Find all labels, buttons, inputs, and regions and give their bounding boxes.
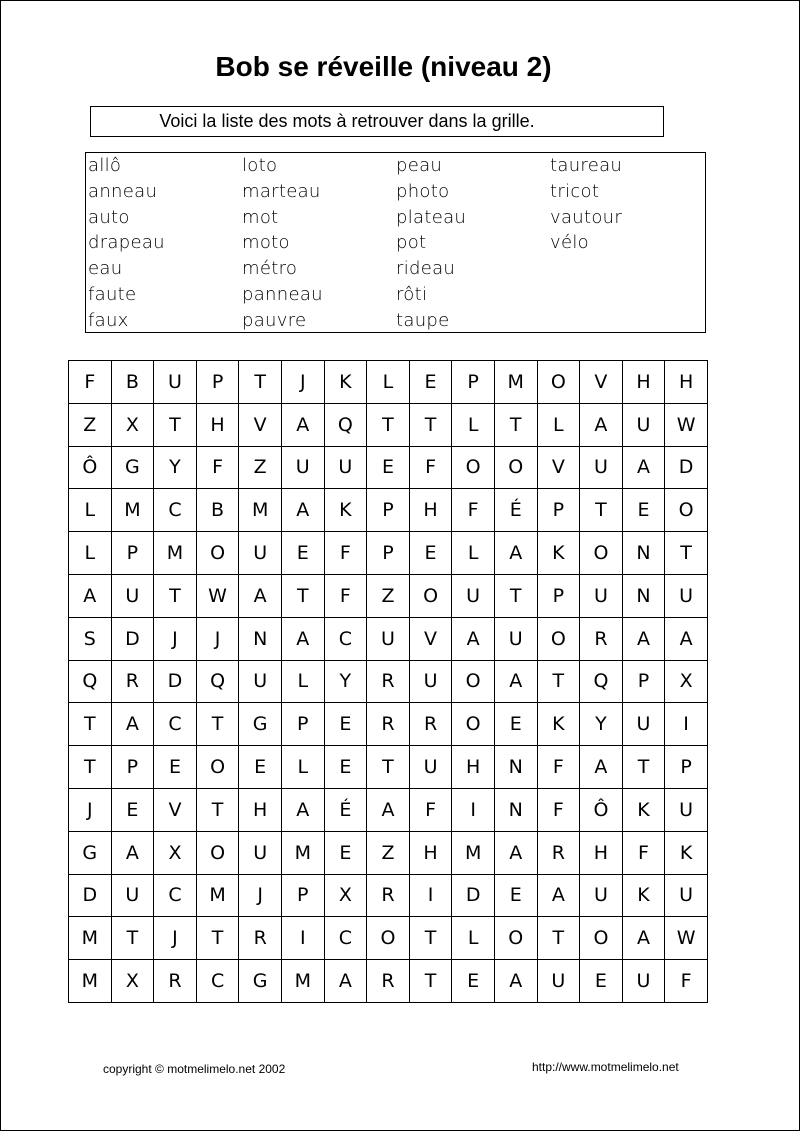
grid-row	[69, 532, 708, 575]
grid-cell[interactable]: U	[111, 574, 154, 617]
word-item: drapeau	[88, 232, 165, 254]
grid-cell[interactable]: O	[494, 446, 537, 489]
grid-cell[interactable]: I	[452, 788, 495, 831]
instruction-box: Voici la liste des mots à retrouver dans la grille.	[90, 106, 664, 137]
grid-cell[interactable]: C	[154, 703, 197, 746]
grid-cell[interactable]: O	[452, 703, 495, 746]
grid-cell[interactable]: U	[239, 831, 282, 874]
word-column-4	[550, 153, 622, 256]
word-item: peau	[396, 155, 443, 176]
grid-cell[interactable]: U	[580, 874, 623, 917]
grid-cell[interactable]: É	[324, 788, 367, 831]
grid-cell[interactable]: C	[154, 874, 197, 917]
word-item: vautour	[550, 206, 623, 228]
grid-cell[interactable]: A	[494, 831, 537, 874]
grid-cell[interactable]: A	[324, 960, 367, 1003]
grid-cell[interactable]: G	[69, 831, 112, 874]
grid-cell[interactable]: T	[409, 960, 452, 1003]
grid-cell[interactable]: M	[239, 489, 282, 532]
grid-cell[interactable]: U	[665, 574, 708, 617]
grid-cell[interactable]: F	[324, 574, 367, 617]
grid-cell[interactable]: N	[622, 532, 665, 575]
grid-cell[interactable]: P	[111, 532, 154, 575]
word-item: rideau	[396, 258, 456, 280]
word-item: loto	[242, 155, 278, 176]
grid-cell[interactable]: A	[281, 489, 324, 532]
grid-cell[interactable]: P	[367, 532, 410, 575]
grid-cell[interactable]: Q	[69, 660, 112, 703]
grid-cell[interactable]: R	[537, 831, 580, 874]
grid-cell[interactable]: E	[324, 703, 367, 746]
grid-cell[interactable]: R	[239, 917, 282, 960]
grid-cell[interactable]: A	[452, 617, 495, 660]
grid-cell[interactable]: Y	[154, 446, 197, 489]
grid-cell[interactable]: I	[281, 917, 324, 960]
grid-cell[interactable]: U	[409, 746, 452, 789]
grid-cell[interactable]: F	[196, 446, 239, 489]
grid-row	[69, 917, 708, 960]
grid-cell[interactable]: J	[281, 361, 324, 404]
grid-row	[69, 874, 708, 917]
grid-cell[interactable]: V	[537, 446, 580, 489]
grid-cell[interactable]: A	[281, 617, 324, 660]
grid-cell[interactable]: T	[409, 917, 452, 960]
grid-cell[interactable]: J	[239, 874, 282, 917]
grid-cell[interactable]: Z	[239, 446, 282, 489]
grid-cell[interactable]: U	[665, 874, 708, 917]
grid-cell[interactable]: X	[154, 831, 197, 874]
grid-cell[interactable]: É	[494, 489, 537, 532]
grid-cell[interactable]: T	[69, 703, 112, 746]
grid-cell[interactable]: O	[196, 532, 239, 575]
word-item: anneau	[88, 180, 158, 202]
grid-cell[interactable]: M	[281, 831, 324, 874]
grid-cell[interactable]: J	[154, 917, 197, 960]
grid-cell[interactable]: T	[537, 917, 580, 960]
grid-cell[interactable]: X	[665, 660, 708, 703]
grid-cell[interactable]: A	[281, 788, 324, 831]
grid-cell[interactable]: G	[239, 960, 282, 1003]
grid-cell[interactable]: A	[665, 617, 708, 660]
grid-cell[interactable]: F	[409, 788, 452, 831]
grid-cell[interactable]: M	[69, 960, 112, 1003]
grid-cell[interactable]: L	[281, 746, 324, 789]
page-title: Bob se réveille (niveau 2)	[215, 51, 552, 82]
grid-cell[interactable]: U	[154, 361, 197, 404]
grid-cell[interactable]: F	[537, 746, 580, 789]
grid-cell[interactable]: F	[665, 960, 708, 1003]
word-item: rôti	[396, 283, 428, 305]
grid-cell[interactable]: E	[494, 703, 537, 746]
grid-row	[69, 361, 708, 404]
grid-cell[interactable]: A	[537, 874, 580, 917]
grid-cell[interactable]: A	[494, 660, 537, 703]
grid-cell[interactable]: G	[111, 446, 154, 489]
grid-cell[interactable]: Q	[580, 660, 623, 703]
grid-cell[interactable]: T	[537, 660, 580, 703]
grid-cell[interactable]: M	[196, 874, 239, 917]
grid-cell[interactable]: E	[409, 361, 452, 404]
grid-cell[interactable]: O	[537, 361, 580, 404]
grid-cell[interactable]: T	[196, 788, 239, 831]
grid-cell[interactable]: O	[452, 660, 495, 703]
grid-cell[interactable]: K	[622, 788, 665, 831]
grid-cell[interactable]: O	[196, 746, 239, 789]
grid-cell[interactable]: U	[281, 446, 324, 489]
grid-cell[interactable]: J	[196, 617, 239, 660]
word-item: pauvre	[242, 309, 307, 331]
grid-cell[interactable]: R	[111, 660, 154, 703]
grid-cell[interactable]: H	[239, 788, 282, 831]
grid-cell[interactable]: B	[196, 489, 239, 532]
grid-cell[interactable]: A	[494, 532, 537, 575]
grid-cell[interactable]: Z	[367, 574, 410, 617]
grid-cell[interactable]: L	[452, 532, 495, 575]
grid-cell[interactable]: W	[196, 574, 239, 617]
grid-cell[interactable]: O	[494, 917, 537, 960]
grid-cell[interactable]: F	[622, 831, 665, 874]
grid-cell[interactable]: T	[281, 574, 324, 617]
grid-cell[interactable]: M	[452, 831, 495, 874]
grid-cell[interactable]: P	[111, 746, 154, 789]
grid-row	[69, 489, 708, 532]
grid-cell[interactable]: U	[239, 532, 282, 575]
grid-cell[interactable]: P	[622, 660, 665, 703]
grid-row	[69, 403, 708, 446]
grid-cell[interactable]: H	[452, 746, 495, 789]
grid-cell[interactable]: T	[111, 917, 154, 960]
grid-cell[interactable]: L	[537, 403, 580, 446]
grid-cell[interactable]: V	[409, 617, 452, 660]
grid-cell[interactable]: E	[409, 532, 452, 575]
grid-cell[interactable]: A	[367, 788, 410, 831]
word-item: pot	[396, 232, 427, 254]
grid-cell[interactable]: U	[622, 403, 665, 446]
grid-cell[interactable]: K	[537, 703, 580, 746]
grid-cell[interactable]: I	[665, 703, 708, 746]
grid-cell[interactable]: U	[622, 960, 665, 1003]
site-url: http://www.motmelimelo.net	[532, 1060, 679, 1074]
word-item: vélo	[550, 232, 589, 254]
grid-cell[interactable]: L	[452, 917, 495, 960]
grid-cell[interactable]: O	[196, 831, 239, 874]
grid-cell[interactable]: E	[622, 489, 665, 532]
word-item: plateau	[396, 206, 467, 228]
grid-cell[interactable]: R	[580, 617, 623, 660]
word-item: métro	[242, 258, 298, 280]
grid-cell[interactable]: A	[580, 403, 623, 446]
grid-cell[interactable]: U	[111, 874, 154, 917]
word-item: panneau	[242, 283, 323, 305]
grid-cell[interactable]: S	[69, 617, 112, 660]
grid-cell[interactable]: I	[409, 874, 452, 917]
grid-cell[interactable]: C	[154, 489, 197, 532]
grid-cell[interactable]: P	[537, 489, 580, 532]
word-item: taureau	[550, 155, 623, 176]
word-column-2	[242, 153, 323, 334]
grid-cell[interactable]: T	[367, 403, 410, 446]
grid-cell[interactable]: H	[622, 361, 665, 404]
grid-cell[interactable]: D	[154, 660, 197, 703]
grid-cell[interactable]: D	[111, 617, 154, 660]
grid-cell[interactable]: R	[367, 703, 410, 746]
grid-cell[interactable]: P	[281, 703, 324, 746]
grid-cell[interactable]: E	[239, 746, 282, 789]
grid-cell[interactable]: R	[367, 960, 410, 1003]
word-item: tricot	[550, 180, 600, 202]
grid-cell[interactable]: O	[580, 917, 623, 960]
word-column-1	[88, 153, 165, 334]
grid-row	[69, 617, 708, 660]
grid-cell[interactable]: Z	[367, 831, 410, 874]
grid-cell[interactable]: K	[324, 361, 367, 404]
grid-cell[interactable]: T	[196, 917, 239, 960]
grid-cell[interactable]: K	[622, 874, 665, 917]
word-item: moto	[242, 232, 290, 254]
grid-cell[interactable]: Q	[196, 660, 239, 703]
grid-row	[69, 446, 708, 489]
grid-row	[69, 746, 708, 789]
grid-cell[interactable]: U	[580, 574, 623, 617]
word-item: allô	[88, 155, 122, 176]
grid-row	[69, 703, 708, 746]
grid-cell[interactable]: F	[69, 361, 112, 404]
grid-cell[interactable]: U	[580, 446, 623, 489]
grid-cell[interactable]: L	[69, 532, 112, 575]
grid-row	[69, 788, 708, 831]
grid-cell[interactable]: L	[281, 660, 324, 703]
grid-cell[interactable]: X	[324, 874, 367, 917]
grid-cell[interactable]: A	[281, 403, 324, 446]
grid-cell[interactable]: T	[409, 403, 452, 446]
grid-cell[interactable]: M	[281, 960, 324, 1003]
grid-cell[interactable]: O	[537, 617, 580, 660]
grid-cell[interactable]: T	[239, 361, 282, 404]
copyright-text: copyright © motmelimelo.net 2002	[103, 1062, 286, 1076]
grid-cell[interactable]: N	[494, 746, 537, 789]
grid-cell[interactable]: D	[452, 874, 495, 917]
grid-cell[interactable]: K	[665, 831, 708, 874]
grid-cell[interactable]: Ô	[580, 788, 623, 831]
grid-cell[interactable]: T	[69, 746, 112, 789]
grid-row	[69, 660, 708, 703]
grid-cell[interactable]: O	[665, 489, 708, 532]
grid-cell[interactable]: A	[580, 746, 623, 789]
grid-cell[interactable]: H	[409, 489, 452, 532]
grid-cell[interactable]: G	[239, 703, 282, 746]
grid-cell[interactable]: T	[367, 746, 410, 789]
grid-row	[69, 574, 708, 617]
grid-cell[interactable]: L	[69, 489, 112, 532]
grid-cell[interactable]: U	[622, 703, 665, 746]
grid-cell[interactable]: L	[367, 361, 410, 404]
grid-cell[interactable]: A	[622, 617, 665, 660]
grid-cell[interactable]: F	[537, 788, 580, 831]
grid-cell[interactable]: V	[154, 788, 197, 831]
grid-cell[interactable]: Y	[580, 703, 623, 746]
grid-cell[interactable]: M	[69, 917, 112, 960]
grid-cell[interactable]: C	[196, 960, 239, 1003]
grid-cell[interactable]: L	[452, 403, 495, 446]
word-item: marteau	[242, 180, 321, 202]
word-item: taupe	[396, 309, 450, 331]
grid-cell[interactable]: Z	[69, 403, 112, 446]
grid-cell[interactable]: O	[580, 532, 623, 575]
word-search-grid	[68, 360, 708, 1003]
grid-cell[interactable]: E	[452, 960, 495, 1003]
grid-cell[interactable]: E	[367, 446, 410, 489]
word-item: mot	[242, 206, 279, 228]
grid-cell[interactable]: Ô	[69, 446, 112, 489]
grid-cell[interactable]: U	[452, 574, 495, 617]
grid-cell[interactable]: V	[580, 361, 623, 404]
word-item: eau	[88, 258, 123, 280]
grid-cell[interactable]: U	[409, 660, 452, 703]
grid-cell[interactable]: T	[154, 574, 197, 617]
grid-cell[interactable]: K	[324, 489, 367, 532]
grid-cell[interactable]: P	[367, 489, 410, 532]
grid-cell[interactable]: H	[409, 831, 452, 874]
grid-cell[interactable]: E	[324, 831, 367, 874]
word-item: faute	[88, 283, 137, 305]
grid-cell[interactable]: A	[494, 960, 537, 1003]
grid-cell[interactable]: E	[281, 532, 324, 575]
grid-cell[interactable]: K	[537, 532, 580, 575]
grid-cell[interactable]: M	[111, 489, 154, 532]
grid-cell[interactable]: N	[622, 574, 665, 617]
word-list	[85, 152, 706, 333]
grid-cell[interactable]: E	[494, 874, 537, 917]
grid-cell[interactable]: E	[580, 960, 623, 1003]
grid-cell[interactable]: H	[580, 831, 623, 874]
grid-cell[interactable]: T	[154, 403, 197, 446]
grid-cell[interactable]: A	[111, 831, 154, 874]
word-item: faux	[88, 309, 129, 331]
grid-cell[interactable]: O	[367, 917, 410, 960]
grid-cell[interactable]: P	[537, 574, 580, 617]
grid-cell[interactable]: D	[69, 874, 112, 917]
grid-cell[interactable]: A	[111, 703, 154, 746]
grid-cell[interactable]: R	[367, 874, 410, 917]
grid-cell[interactable]: U	[665, 788, 708, 831]
grid-cell[interactable]: D	[665, 446, 708, 489]
grid-cell[interactable]: E	[111, 788, 154, 831]
grid-cell[interactable]: A	[622, 917, 665, 960]
grid-cell[interactable]: O	[452, 446, 495, 489]
grid-cell[interactable]: B	[111, 361, 154, 404]
grid-cell[interactable]: P	[452, 361, 495, 404]
word-item: photo	[396, 180, 450, 202]
grid-cell[interactable]: J	[154, 617, 197, 660]
grid-cell[interactable]: V	[239, 403, 282, 446]
grid-cell[interactable]: R	[409, 703, 452, 746]
grid-cell[interactable]: F	[409, 446, 452, 489]
grid-cell[interactable]: T	[494, 403, 537, 446]
grid-cell[interactable]: A	[622, 446, 665, 489]
grid-cell[interactable]: U	[239, 660, 282, 703]
grid-cell[interactable]: H	[665, 361, 708, 404]
grid-cell[interactable]: F	[452, 489, 495, 532]
word-item: auto	[88, 206, 130, 228]
grid-cell[interactable]: A	[239, 574, 282, 617]
grid-cell[interactable]: U	[367, 617, 410, 660]
grid-cell[interactable]: A	[69, 574, 112, 617]
grid-cell[interactable]: M	[154, 532, 197, 575]
grid-cell[interactable]: H	[196, 403, 239, 446]
grid-cell[interactable]: X	[111, 960, 154, 1003]
grid-cell[interactable]: P	[665, 746, 708, 789]
grid-cell[interactable]: C	[324, 917, 367, 960]
grid-cell[interactable]: J	[69, 788, 112, 831]
grid-row	[69, 831, 708, 874]
grid-cell[interactable]: O	[409, 574, 452, 617]
grid-row	[69, 960, 708, 1003]
grid-cell[interactable]: T	[580, 489, 623, 532]
grid-cell[interactable]: W	[665, 403, 708, 446]
grid-cell[interactable]: X	[111, 403, 154, 446]
grid-cell[interactable]: Q	[324, 403, 367, 446]
grid-cell[interactable]: P	[281, 874, 324, 917]
grid-cell[interactable]: N	[239, 617, 282, 660]
grid-cell[interactable]: N	[494, 788, 537, 831]
grid-cell[interactable]: T	[622, 746, 665, 789]
grid-cell[interactable]: T	[196, 703, 239, 746]
grid-cell[interactable]: E	[154, 746, 197, 789]
grid-cell[interactable]: E	[324, 746, 367, 789]
grid-cell[interactable]: U	[537, 960, 580, 1003]
grid-cell[interactable]: F	[324, 532, 367, 575]
grid-cell[interactable]: U	[494, 617, 537, 660]
grid-cell[interactable]: P	[196, 361, 239, 404]
grid-cell[interactable]: M	[494, 361, 537, 404]
grid-cell[interactable]: C	[324, 617, 367, 660]
grid-cell[interactable]: W	[665, 917, 708, 960]
grid-cell[interactable]: R	[367, 660, 410, 703]
grid-cell[interactable]: T	[494, 574, 537, 617]
grid-cell[interactable]: R	[154, 960, 197, 1003]
grid-cell[interactable]: T	[665, 532, 708, 575]
grid-cell[interactable]: U	[324, 446, 367, 489]
word-column-3	[396, 153, 466, 334]
grid-cell[interactable]: Y	[324, 660, 367, 703]
